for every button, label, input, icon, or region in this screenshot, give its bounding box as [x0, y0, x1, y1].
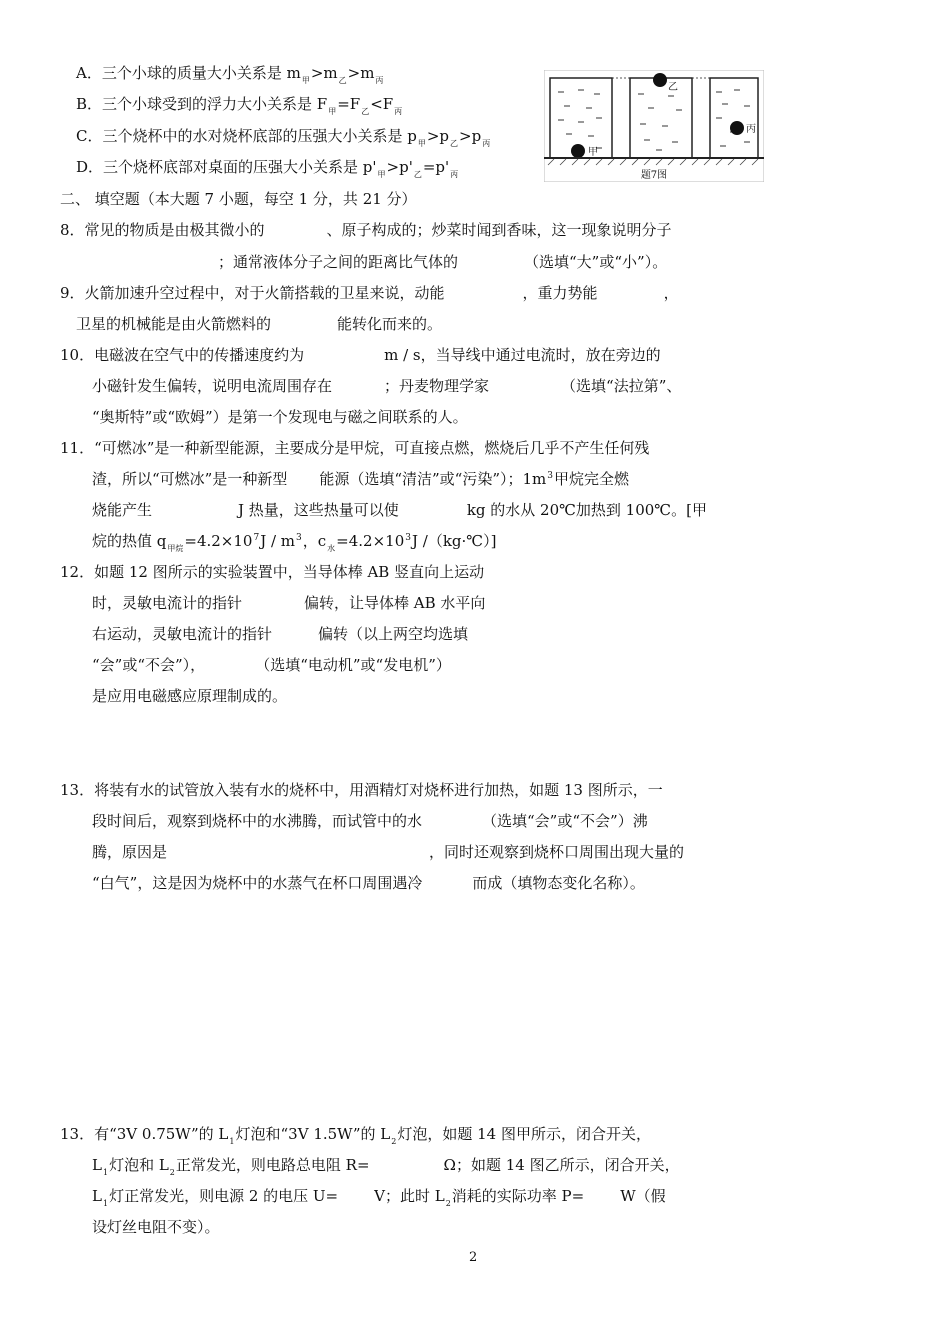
q11-line-4: 烷的热值 $q_{甲烷}=4.2\times 10^7J / m^3$，$c_水=4.2\times 10^3J$ /（kg·℃）] [92, 532, 497, 553]
q14-line-4: 设灯丝电阻不变）。 [92, 1218, 220, 1236]
q7-option-b: B．三个小球受到的浮力大小关系是 $F_甲=F_乙<F_丙$ [76, 95, 403, 116]
q14-line-3: $L_1$灯正常发光，则电源 2 的电压 U= V；此时 $L_2$消耗的实际功率 P= W（假 [92, 1187, 666, 1208]
q7-option-a: A．三个小球的质量大小关系是 $m_甲>m_乙>m_丙$ [76, 64, 384, 85]
q11-line-1: 11．“可燃冰”是一种新型能源，主要成分是甲烷，可直接点燃，燃烧后几乎不产生任何残 [60, 439, 650, 457]
ball-jia [571, 144, 585, 158]
q11-line-3: 烧能产生 J 热量，这些热量可以使 kg 的水从 20℃加热到 100℃。[甲 [92, 501, 707, 519]
q12-line-2: 时，灵敏电流计的指针 偏转，让导体棒 AB 水平向 [92, 594, 486, 612]
q13-line-3: 腾，原因是 ，同时还观察到烧杯口周围出现大量的 [92, 843, 685, 861]
q12-line-5: 是应用电磁感应原理制成的。 [92, 687, 288, 705]
label-jia: 甲 [588, 147, 598, 158]
q14-line-2: $L_1$灯泡和 $L_2$正常发光，则电路总电阻 R= Ω；如题 14 图乙所示，闭合开关， [92, 1156, 680, 1177]
beakers-diagram [544, 70, 764, 182]
q13-line-4: “白气”，这是因为烧杯中的水蒸气在杯口周围遇冷 而成（填物态变化名称）。 [92, 874, 645, 892]
q13-line-2: 段时间后，观察到烧杯中的水沸腾，而试管中的水 （选填“会”或“不会”）沸 [92, 812, 648, 830]
q9-line-2: 卫星的机械能是由火箭燃料的 能转化而来的。 [76, 315, 443, 333]
q13-line-1: 13．将装有水的试管放入装有水的烧杯中，用酒精灯对烧杯进行加热，如题 13 图所示，一 [60, 781, 663, 799]
q12-line-4: “会”或“不会”）， （选填“电动机”或“发电机”） [92, 656, 451, 674]
q10-line-3: “奥斯特”或“欧姆”）是第一个发现电与磁之间联系的人。 [92, 408, 468, 426]
q9-line-1: 9．火箭加速升空过程中，对于火箭搭载的卫星来说，动能 ，重力势能 ， [60, 284, 679, 302]
q8-line-1: 8．常见的物质是由极其微小的 、原子构成的；炒菜时闻到香味，这一现象说明分子 [60, 221, 672, 239]
q12-line-3: 右运动，灵敏电流计的指针 偏转（以上两空均选填 [92, 625, 469, 643]
label-bing: 丙 [746, 124, 756, 135]
page-number: 2 [469, 1250, 478, 1265]
q11-line-2: 渣，所以“可燃冰”是一种新型 能源（选填“清洁”或“污染”）；$1m^3$甲烷完全燃 [92, 470, 630, 488]
q10-line-1: 10．电磁波在空气中的传播速度约为 m / s，当导线中通过电流时，放在旁边的 [60, 346, 661, 364]
q10-line-2: 小磁针发生偏转，说明电流周围存在 ；丹麦物理学家 （选填“法拉第”、 [92, 377, 682, 395]
label-yi: 乙 [668, 82, 678, 93]
section-heading: 二、 填空题（本大题 7 小题，每空 1 分，共 21 分） [60, 190, 417, 208]
q8-line-2: ；通常液体分子之间的距离比气体的 （选填“大”或“小”）。 [218, 253, 668, 271]
figure-7-caption: 题7图 [640, 170, 668, 181]
ball-bing [730, 121, 744, 135]
q12-line-1: 12．如题 12 图所示的实验装置中，当导体棒 AB 竖直向上运动 [60, 563, 485, 581]
figure-7 [544, 70, 945, 182]
q7-option-c: C．三个烧杯中的水对烧杯底部的压强大小关系是 $p_甲>p_乙>p_丙$ [76, 127, 491, 148]
q14-line-1: 13．有“3V 0.75W”的 $L_1$灯泡和“3V 1.5W”的 $L_2$灯泡，如题 14 图甲所示，闭合开关， [60, 1125, 651, 1146]
q7-option-d: D．三个烧杯底部对桌面的压强大小关系是 $p'_甲>p'_乙=p'_丙$ [76, 158, 459, 179]
ball-yi [653, 73, 667, 87]
